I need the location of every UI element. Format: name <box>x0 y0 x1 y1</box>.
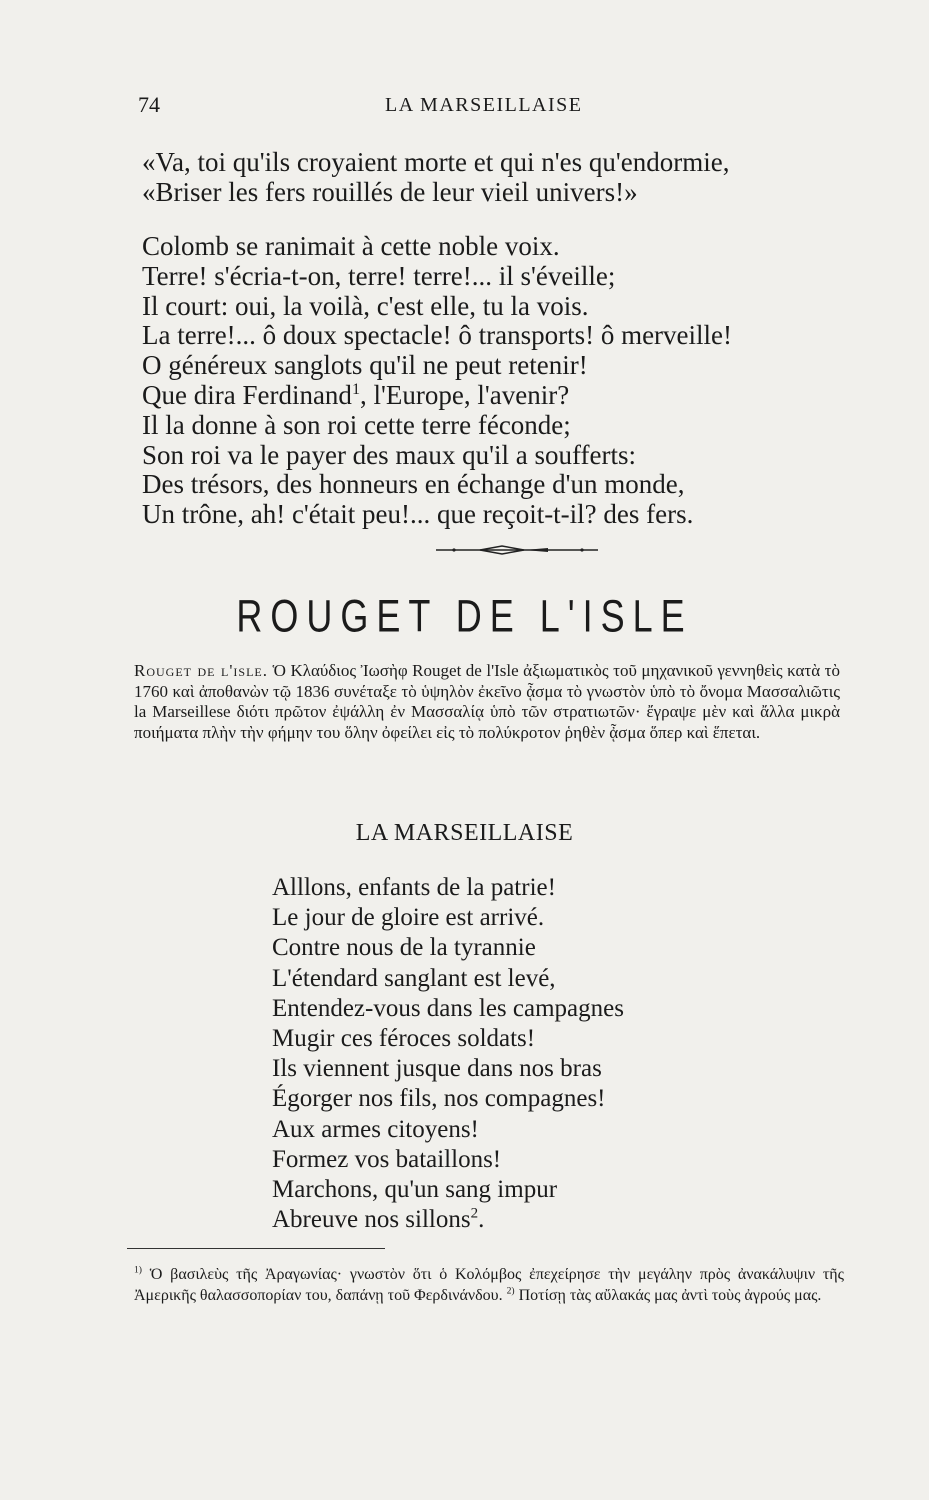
page-header <box>138 92 838 126</box>
lyric-line: Formez vos bataillons! <box>272 1145 502 1173</box>
verse-line: Colomb se ranimait à cette noble voix. <box>142 231 560 261</box>
verse-text: Que dira Ferdinand <box>142 379 352 410</box>
footnote-marker-1: 1) <box>134 1264 142 1276</box>
verse-line: «Briser les fers rouillés de leur vieil univers!» <box>142 176 638 207</box>
lyric-line: Marchons, qu'un sang impur <box>272 1176 558 1204</box>
running-title: LA MARSEILLAISE <box>385 94 583 116</box>
verse-line <box>142 381 732 411</box>
song-title: LA MARSEILLAISE <box>355 820 574 846</box>
lyric-text: Abreuve nos sillons <box>272 1206 471 1234</box>
biographical-note <box>134 661 840 743</box>
lyric-line: Alllons, enfants de la patrie! <box>272 874 556 901</box>
bio-text: Ὁ Κλαύδιος Ἰωσὴφ Rouget de l'Isle ἀξιωματικὸς τοῦ μηχανικοῦ γεννηθεὶς κατὰ τὸ 1760 καὶ ἀποθανὼν τῷ 1836 συνέταξε τὸ ὑψηλὸν ἐκεῖνο ᾆσμα τὸ γνωστὸν ὑπὸ τὸ ὄνομα Μασσαλιῶτις la Marseillese διότι πρῶτον ἐψάλλη ἐν Μασσαλίᾳ ὑπὸ τῶν στρατιωτῶν· ἔγραψε μὲν καὶ ἄλλα μικρὰ ποιήματα πλὴν τὴν φήμην του ὅλην ὀφείλει εἰς τὸ πολύκροτον ῥηθὲν ᾆσμα ὅπερ καὶ ἕπεται. <box>134 661 841 742</box>
verse-line: La terre!... ô doux spectacle! ô transports! ô merveille! <box>142 320 733 351</box>
footnote-2: Ποτίσῃ τὰς αὔλακάς μας ἀντὶ τοὺς ἀγρούς μας. <box>518 1287 822 1304</box>
footnotes <box>134 1264 844 1306</box>
lyric-line: Aux armes citoyens! <box>272 1115 479 1143</box>
song-lyrics <box>272 873 624 1235</box>
verse-line: Des trésors, des honneurs en échange d'un monde, <box>142 469 685 500</box>
lyric-line: Abreuve nos sillons$^2$. <box>272 1205 485 1234</box>
lyric-line: Le jour de gloire est arrivé. <box>272 904 545 932</box>
lyric-line: Entendez-vous dans les campagnes <box>272 994 624 1022</box>
verse-line: Il la donne à son roi cette terre féconde; <box>142 409 571 440</box>
footnote-ref-2: 2 <box>470 1205 479 1222</box>
verse-line: O généreux sanglots qu'il ne peut retenir! <box>142 350 588 381</box>
lyric-line: Ils viennent jusque dans nos bras <box>272 1055 602 1083</box>
footnote-divider <box>127 1248 385 1249</box>
verse-line: Il court: oui, la voilà, c'est elle, tu la vois. <box>142 290 589 321</box>
footnote-ref-1: 1 <box>351 379 361 398</box>
verse-line: Son roi va le payer des maux qu'il a soufferts: <box>142 439 637 470</box>
section-title: ROUGET DE L'ISLE <box>236 590 693 642</box>
verse-line: «Va, toi qu'ils croyaient morte et qui n'es qu'endormie, <box>142 147 730 177</box>
verse-line: Terre! s'écria-t-on, terre! terre!... il s'éveille; <box>142 260 616 291</box>
lyric-line: Contre nous de la tyrannie <box>272 934 536 962</box>
verse-text: , l'Europe, l'avenir? <box>360 379 570 410</box>
verse-line: Un trône, ah! c'était peu!... que reçoit-t-il? des fers. <box>142 499 694 530</box>
lyric-line: Mugir ces féroces soldats! <box>272 1025 536 1053</box>
ornamental-rule <box>436 540 598 560</box>
bio-name: Rouget de l'isle. <box>134 661 268 680</box>
verse-stanza-1 <box>142 148 729 208</box>
lyric-line: Égorger nos fils, nos compagnes! <box>272 1085 606 1113</box>
footnote-marker-2: 2) <box>506 1285 515 1297</box>
page-number: 74 <box>138 92 160 117</box>
footnote-1: Ὁ βασιλεὺς τῆς Ἀραγωνίας· γνωστὸν ὅτι ὁ Κολόμβος ἐπεχείρησε τὴν μεγάλην πρὸς ἀνακάλυψιν τῆς Ἀμερικῆς θαλασσοπορίαν του, δαπάνῃ τοῦ Φερδινάνδου. <box>134 1266 845 1304</box>
verse-stanza-2 <box>142 232 732 530</box>
lyric-line: L'étendard sanglant est levé, <box>272 964 556 992</box>
